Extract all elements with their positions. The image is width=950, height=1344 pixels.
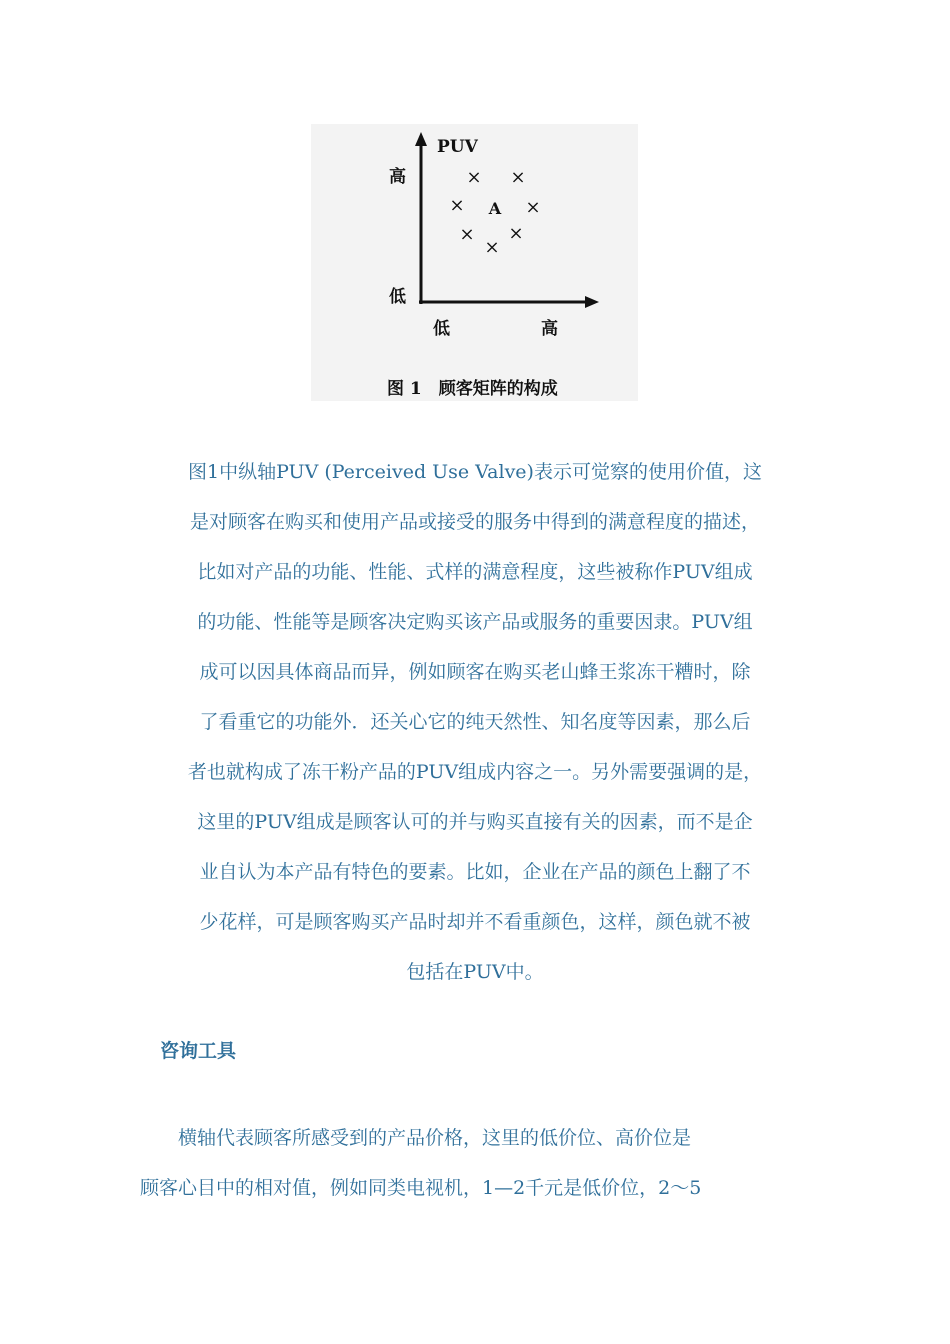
matrix-marker: × — [459, 224, 475, 245]
y-axis-title: PUV — [437, 137, 478, 157]
text-line: 的功能、性能等是顾客决定购买该产品或服务的重要因隶。PUV组 — [197, 611, 753, 633]
figure-caption: 图 1 顾客矩阵的构成 — [387, 379, 558, 399]
paragraph-puv — [140, 447, 810, 997]
y-low-label: 低 — [389, 287, 406, 307]
text-line: 少花样，可是顾客购买产品时却并不看重颜色，这样，颜色就不被 — [199, 911, 751, 933]
y-high-label: 高 — [389, 167, 406, 187]
matrix-marker: × — [484, 237, 500, 258]
y-axis-arrow-icon — [415, 132, 427, 146]
section-heading: 咨询工具 — [160, 1040, 237, 1062]
matrix-marker: × — [466, 167, 482, 188]
customer-matrix-figure — [311, 124, 638, 401]
x-high-label: 高 — [541, 319, 558, 339]
text-line: 这里的PUV组成是顾客认可的并与购买直接有关的因素，而不是企 — [197, 811, 753, 833]
text-line: 业自认为本产品有特色的要素。比如，企业在产品的颜色上翻了不 — [199, 861, 751, 883]
matrix-marker: × — [510, 167, 526, 188]
paragraph-price-axis — [140, 1113, 810, 1213]
matrix-marker: × — [525, 197, 541, 218]
center-label-a: A — [488, 199, 502, 218]
text-line: 横轴代表顾客所感受到的产品价格，这里的低价位、高价位是 — [140, 1127, 692, 1149]
customer-matrix-diagram — [311, 124, 638, 401]
text-line: 图1中纵轴PUV (Perceived Use Valve)表示可觉察的使用价值，这 — [188, 461, 762, 483]
x-low-label: 低 — [433, 319, 450, 339]
matrix-marker: × — [449, 195, 465, 216]
text-line: 成可以因具体商品而异，例如顾客在购买老山蜂王浆冻干糟时，除 — [199, 661, 751, 683]
text-line: 顾客心目中的相对值，例如同类电视机，1—2千元是低价位，2～5 — [140, 1177, 702, 1199]
matrix-marker: × — [508, 223, 524, 244]
text-line: 了看重它的功能外．还关心它的纯天然性、知名度等因素，那么后 — [199, 711, 751, 733]
text-line: 者也就构成了冻干粉产品的PUV组成内容之一。另外需要强调的是， — [187, 761, 763, 783]
x-axis-arrow-icon — [585, 296, 599, 308]
text-line: 包括在PUV中。 — [406, 961, 544, 983]
text-line: 是对顾客在购买和使用产品或接受的服务中得到的满意程度的描述， — [189, 511, 760, 533]
text-line: 比如对产品的功能、性能、式样的满意程度，这些被称作PUV组成 — [197, 561, 753, 583]
